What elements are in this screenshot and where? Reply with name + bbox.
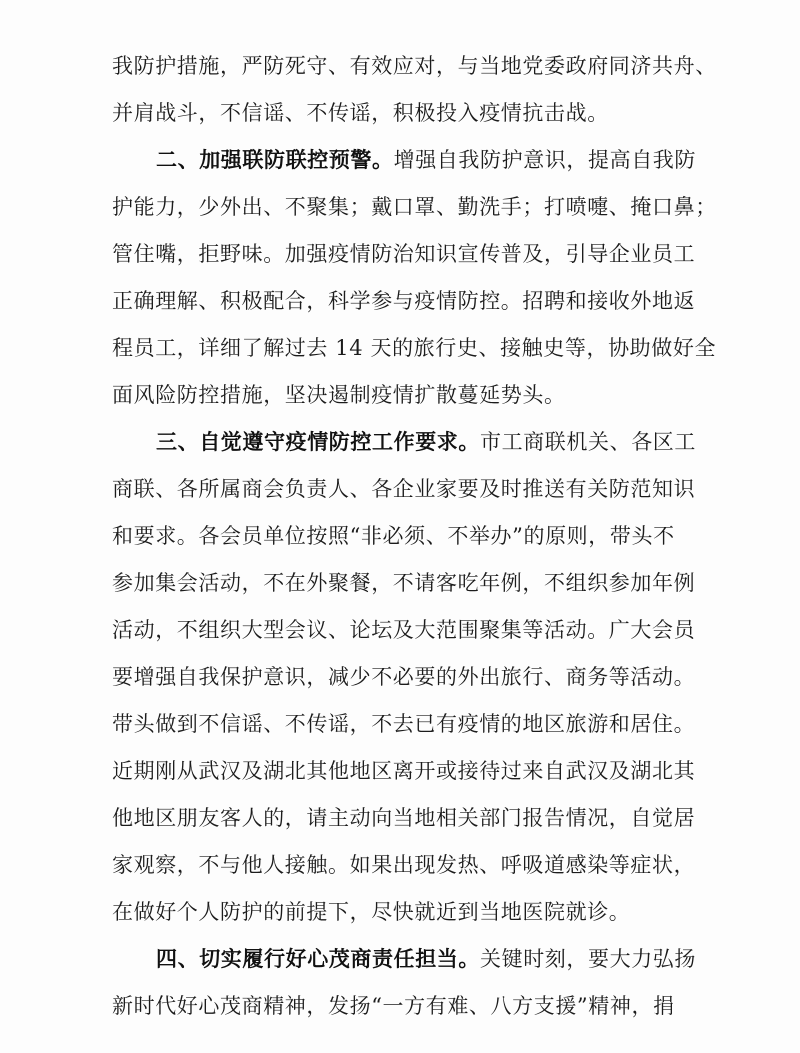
- text-line: [112, 986, 675, 1026]
- body-text: 近期刚从武汉及湖北其他地区离开或接待过来自武汉及湖北其: [112, 759, 696, 783]
- text-line: [112, 93, 609, 133]
- text-line: [112, 751, 695, 791]
- body-text: 护能力，少外出、不聚集；戴口罩、勤洗手；打喷嚏、掩口鼻；: [112, 195, 717, 219]
- body-text: 新时代好心茂商精神，发扬“一方有难、八方支援”精神，捐: [112, 994, 675, 1018]
- section-heading: 二、加强联防联控预警。: [156, 148, 394, 172]
- text-line: [112, 281, 695, 321]
- text-line: [112, 375, 566, 415]
- text-line: [112, 610, 695, 650]
- body-text: 我防护措施，严防死守、有效应对，与当地党委政府同济共舟、: [112, 54, 717, 78]
- body-text: 家观察，不与他人接触。如果出现发热、呼吸道感染等症状，: [112, 853, 696, 877]
- section-heading: 四、切实履行好心茂商责任担当。: [156, 947, 480, 971]
- body-text: 和要求。各会员单位按照“非必须、不举办”的原则，带头不: [112, 524, 675, 548]
- body-text: 活动，不组织大型会议、论坛及大范围聚集等活动。广大会员: [112, 618, 696, 642]
- text-line: [112, 234, 695, 274]
- body-text: 正确理解、积极配合，科学参与疫情防控。招聘和接收外地返: [112, 289, 696, 313]
- text-line: [112, 469, 695, 509]
- text-line: [112, 563, 695, 603]
- body-text: 带头做到不信谣、不传谣，不去已有疫情的地区旅游和居住。: [112, 712, 696, 736]
- body-text: 面风险防控措施，坚决遏制疫情扩散蔓延势头。: [112, 383, 566, 407]
- text-line: [112, 798, 695, 838]
- body-text: 关键时刻，要大力弘扬: [480, 947, 696, 971]
- body-text: 管住嘴，拒野味。加强疫情防治知识宣传普及，引导企业员工: [112, 242, 696, 266]
- section-heading: 三、自觉遵守疫情防控工作要求。: [156, 430, 480, 454]
- section-heading-line: [156, 422, 696, 462]
- text-line: [112, 46, 717, 86]
- text-line: [112, 328, 716, 368]
- body-text: 增强自我防护意识，提高自我防: [393, 148, 697, 172]
- text-line: [112, 845, 695, 885]
- text-line: [112, 516, 675, 556]
- section-heading-line: [156, 140, 696, 180]
- body-text: 参加集会活动，不在外聚餐，不请客吃年例，不组织参加年例: [112, 571, 696, 595]
- text-line: [112, 657, 695, 697]
- body-text: 程员工，详细了解过去 14 天的旅行史、接触史等，协助做好全: [112, 336, 717, 360]
- body-text: 要增强自我保护意识，减少不必要的外出旅行、商务等活动。: [112, 665, 696, 689]
- body-text: 并肩战斗，不信谣、不传谣，积极投入疫情抗击战。: [112, 101, 609, 125]
- text-line: [112, 704, 695, 744]
- body-text: 市工商联机关、各区工: [480, 430, 696, 454]
- body-text: 他地区朋友客人的，请主动向当地相关部门报告情况，自觉居: [112, 806, 696, 830]
- text-line: [112, 187, 717, 227]
- text-line: [112, 892, 630, 932]
- body-text: 商联、各所属商会负责人、各企业家要及时推送有关防范知识: [112, 477, 696, 501]
- section-heading-line: [156, 939, 696, 979]
- body-text: 在做好个人防护的前提下，尽快就近到当地医院就诊。: [112, 900, 631, 924]
